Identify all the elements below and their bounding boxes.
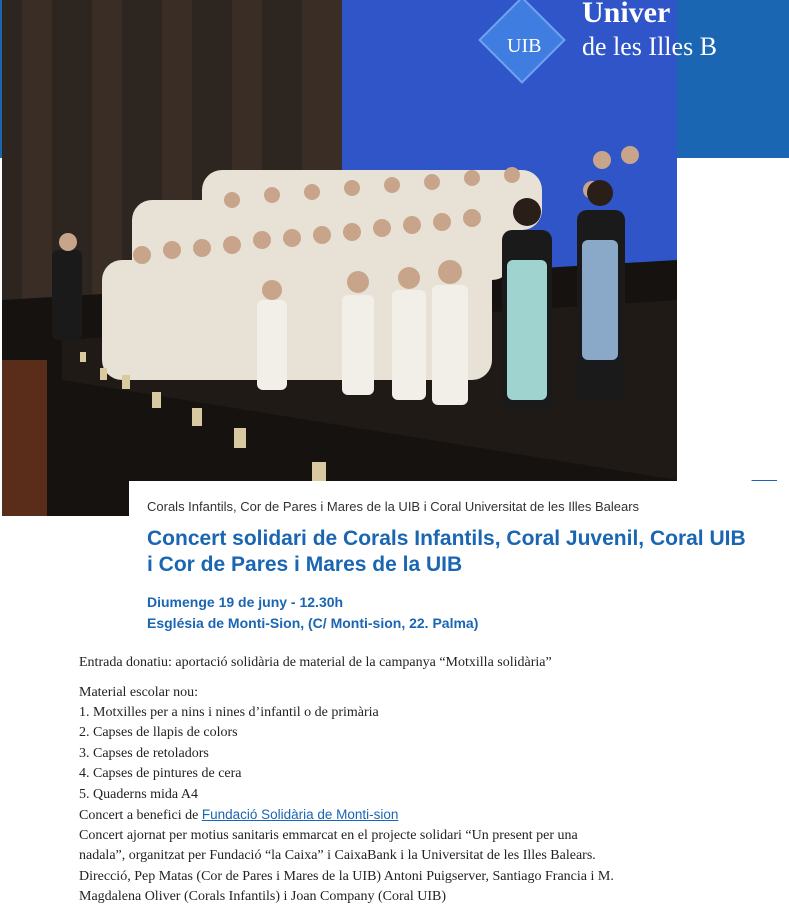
material-item: 2. Capses de llapis de colors (79, 725, 238, 740)
article-category: Corals Infantils, Cor de Pares i Mares de la UIB i Coral Universitat de les Illes Balears (147, 499, 640, 514)
postponed-text-line: nadala”, organitzat per Fundació “la Caixa” i CaixaBank i la Universitat de les Illes Balears. (79, 848, 596, 863)
material-item: 3. Capses de retoladors (79, 746, 209, 761)
benefit-prefix: Concert a benefici de (79, 808, 202, 823)
hero-photo (2, 0, 718, 516)
material-item: 1. Motxilles per a nins i nines d’infantil o de primària (79, 705, 379, 720)
banner-text-1: Univer (582, 0, 671, 29)
fundacio-link[interactable]: Fundació Solidària de Monti-sion (201, 807, 399, 822)
material-item: 5. Quaderns mida A4 (79, 787, 198, 802)
material-heading: Material escolar nou: (79, 685, 198, 700)
banner-text-2: de les Illes B (582, 32, 718, 61)
concert-stage-image (2, 0, 718, 516)
event-location: Església de Monti-Sion, (C/ Monti-sion, 22. Palma) (147, 615, 479, 631)
benefit-line (79, 805, 398, 826)
entry-info: Entrada donatiu: aportació solidària de material de la campanya “Motxilla solidària” (79, 655, 552, 670)
postponed-text-line: Concert ajornat per motius sanitaris emmarcat en el projecte solidari “Un present per una (79, 828, 578, 843)
article-title: Concert solidari de Corals Infantils, Coral Juvenil, Coral UIB i Cor de Pares i Mares de la UIB (147, 527, 746, 576)
direction-text-line: Direcció, Pep Matas (Cor de Pares i Mares de la UIB) Antoni Puigserver, Santiago Francia i M. (79, 869, 614, 884)
svg-text:UIB: UIB (507, 35, 542, 57)
material-item: 4. Capses de pintures de cera (79, 766, 242, 781)
event-date-time: Diumenge 19 de juny - 12.30h (147, 594, 344, 610)
direction-text-line: Magdalena Oliver (Corals Infantils) i Joan Company (Coral UIB) (79, 889, 447, 904)
